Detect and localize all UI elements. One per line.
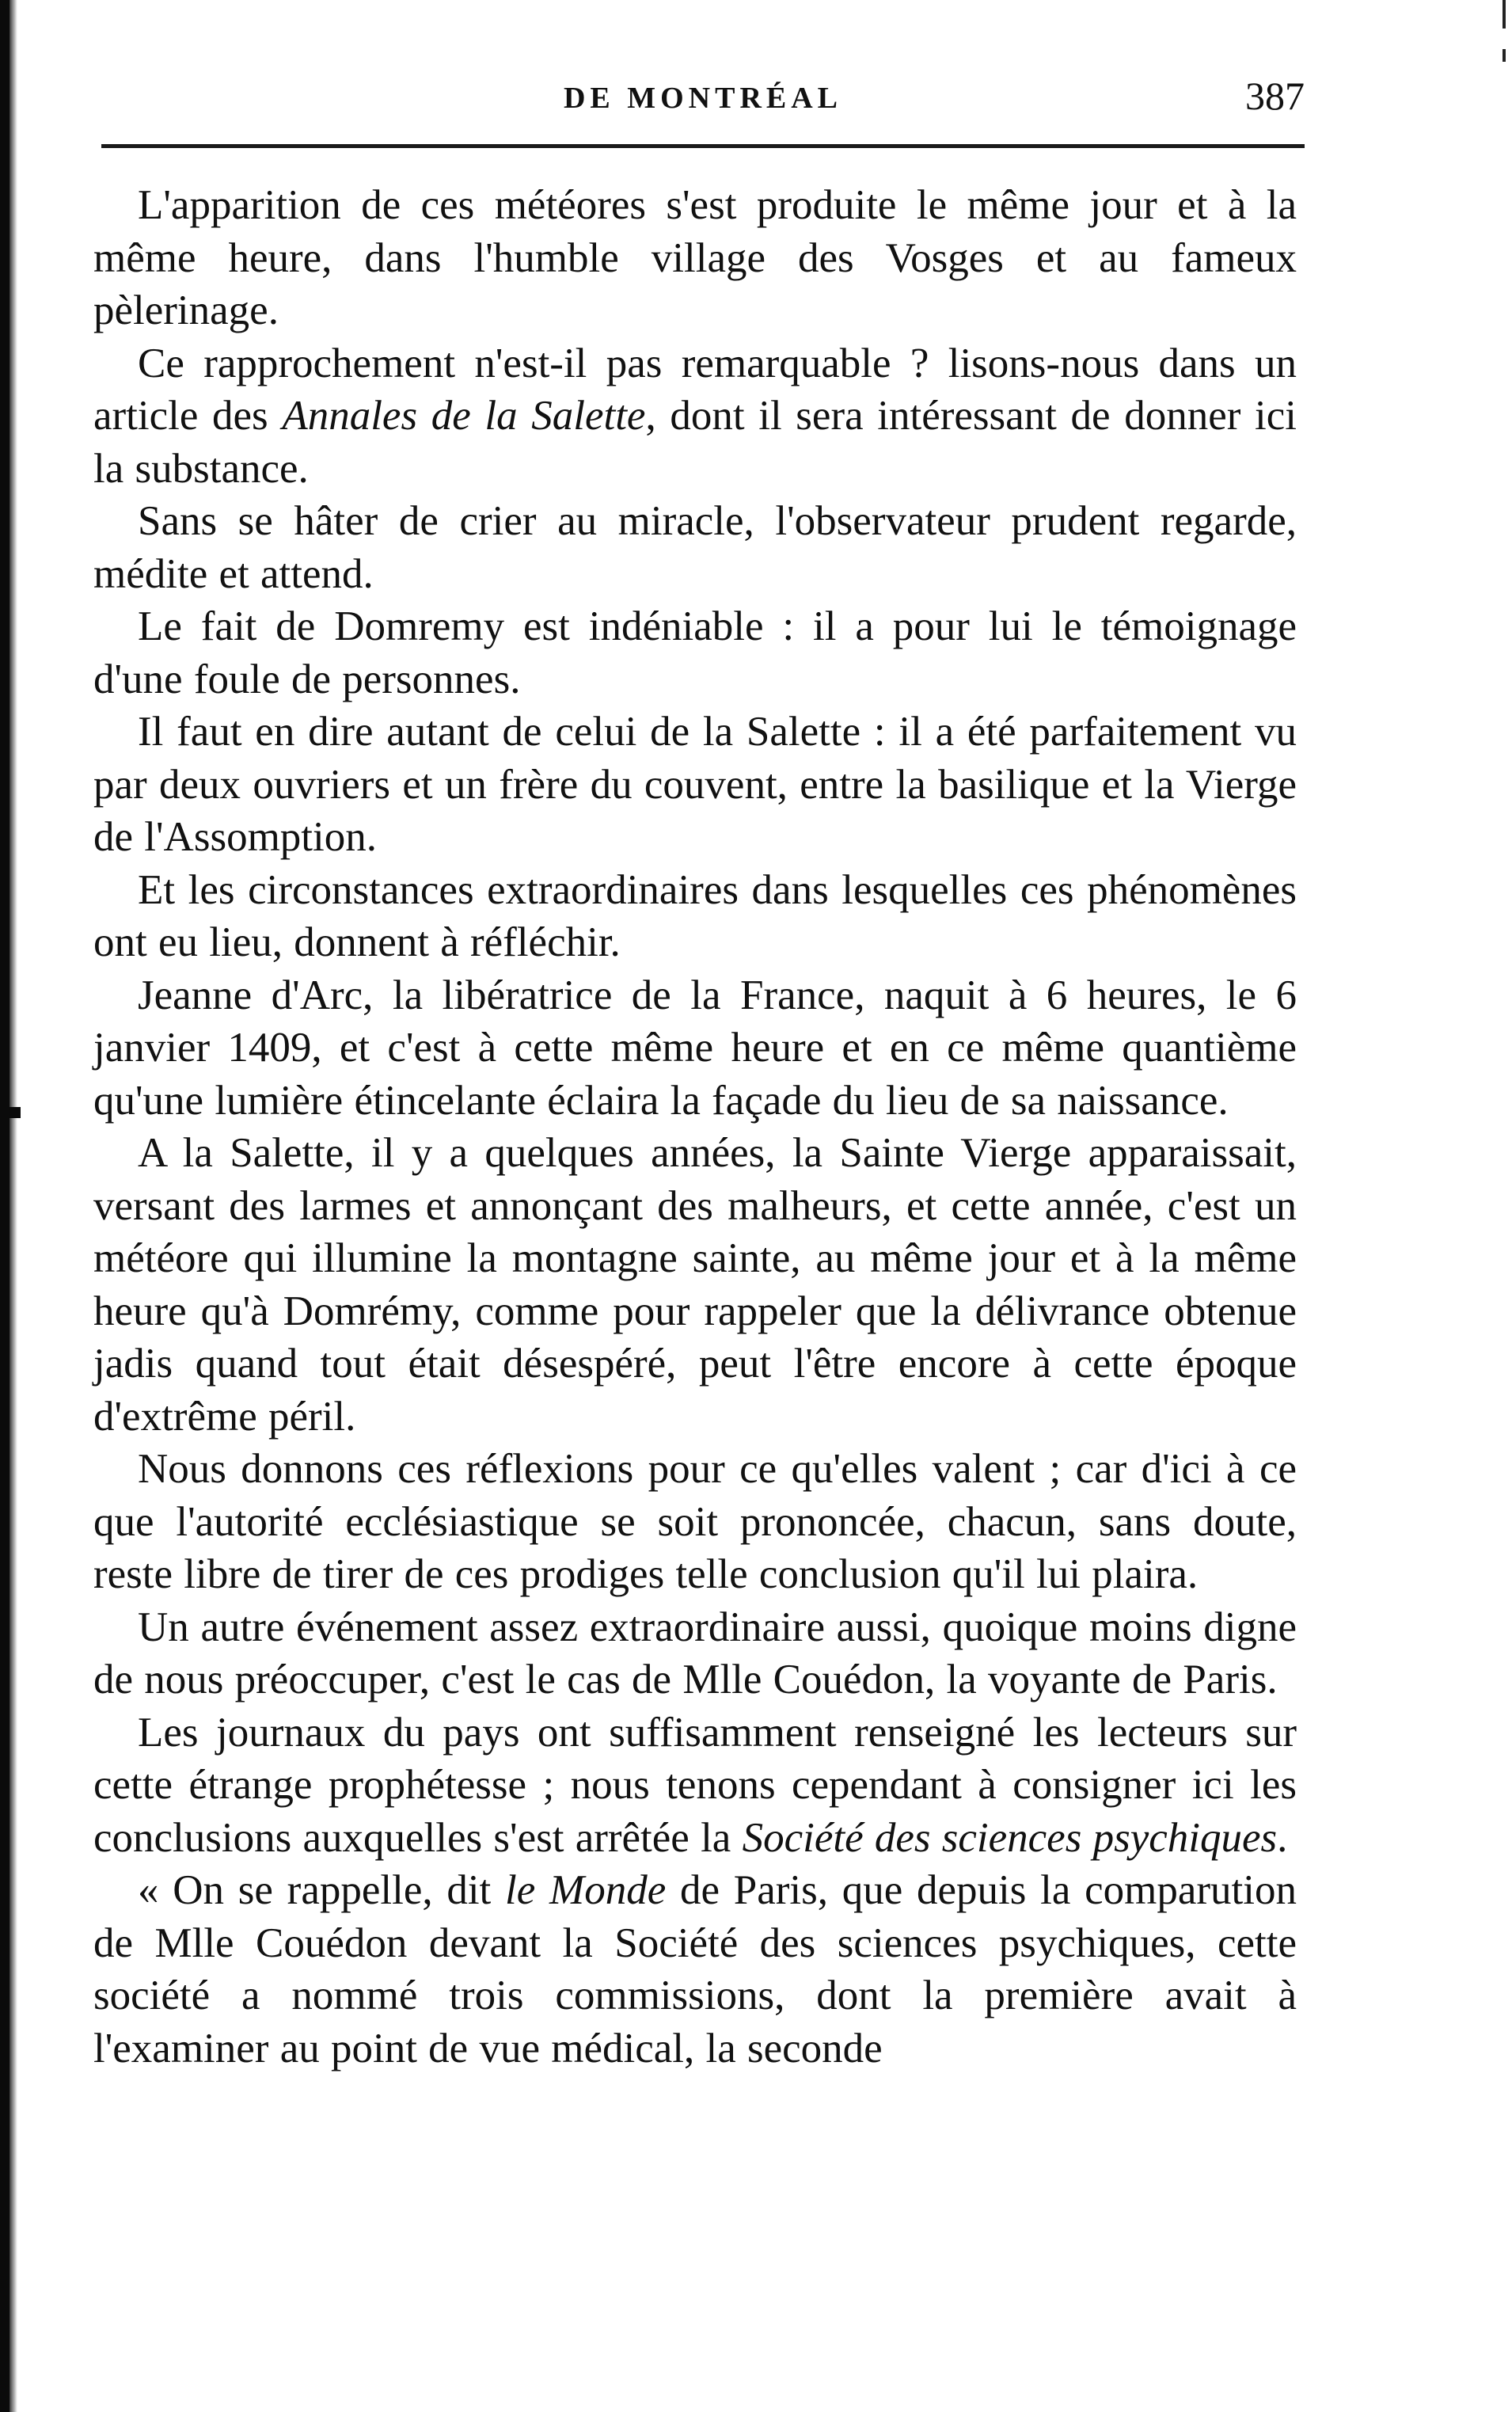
body-text <box>93 179 1297 2075</box>
page-number: 387 <box>1245 74 1305 118</box>
italic-title: Annales de la Salette <box>282 393 646 439</box>
text-run: Les journaux du pays ont suffisamment renseigné les lecteurs sur cette étrange prophétesse ; nous tenons cependant à consigner ici les conclusions auxquelles s'est arrêtée la <box>93 1709 1297 1861</box>
paragraph <box>93 1443 1297 1601</box>
paragraph <box>93 495 1297 600</box>
paragraph <box>93 1127 1297 1443</box>
paragraph <box>93 706 1297 864</box>
text-run: Et les circonstances extraordinaires dans lesquelles ces phénomènes ont eu lieu, donnent à réfléchir. <box>93 866 1297 965</box>
paragraph <box>93 600 1297 706</box>
paragraph <box>93 1864 1297 2075</box>
paragraph <box>93 864 1297 969</box>
text-run: Nous donnons ces réflexions pour ce qu'elles valent ; car d'ici à ce que l'autorité ecclésiastique se soit prononcée, chacun, sans doute, reste libre de tirer de ces prodiges telle conclusion qu'il lui plaira. <box>93 1446 1297 1597</box>
text-run: Jeanne d'Arc, la libératrice de la France, naquit à 6 heures, le 6 janvier 1409, et c'est à cette même heure et en ce même quantième qu'une lumière étincelante éclaira la façade du lieu de sa naissance. <box>93 972 1297 1124</box>
text-run: . <box>1277 1814 1288 1861</box>
scan-edge-shadow <box>9 0 17 2412</box>
paragraph <box>93 1706 1297 1865</box>
text-run: Il faut en dire autant de celui de la Salette : il a été parfaitement vu par deux ouvriers et un frère du couvent, entre la basilique et la Vierge de l'Assomption. <box>93 709 1297 860</box>
text-run: de Paris, que depuis la comparution de Mlle Couédon devant la Société des sciences psychiques, cette société a nommé trois commissions, dont la première avait à l'examiner au point de vue médical, la seconde <box>93 1867 1297 2072</box>
scan-edge-mark-right <box>1503 49 1506 62</box>
italic-title: le Monde <box>505 1867 667 1913</box>
scan-edge-left <box>0 0 9 2412</box>
paragraph <box>93 179 1297 337</box>
paragraph <box>93 969 1297 1128</box>
paragraph <box>93 337 1297 496</box>
text-run: , dont il sera intéressant de donner ici la substance. <box>93 393 1297 492</box>
text-run: Le fait de Domremy est indéniable : il a pour lui le témoignage d'une foule de personnes. <box>93 603 1297 702</box>
page-header <box>101 73 1305 136</box>
text-run: Sans se hâter de crier au miracle, l'observateur prudent regarde, médite et attend. <box>93 498 1297 597</box>
header-rule <box>101 144 1305 148</box>
text-run: Un autre événement assez extraordinaire aussi, quoique moins digne de nous préoccuper, c'est le cas de Mlle Couédon, la voyante de Paris. <box>93 1604 1297 1702</box>
italic-title: Société des sciences psychiques <box>742 1814 1278 1861</box>
text-run: A la Salette, il y a quelques années, la Sainte Vierge apparaissait, versant des larmes et annonçant des malheurs, et cette année, c'est un météore qui illumine la montagne sainte, au même jour et à la même heure qu'à Domrémy, comme pour rappeler que la délivrance obtenue jadis quand tout était désespéré, peut l'être encore à cette époque d'extrême péril. <box>93 1130 1297 1440</box>
scan-edge-mark-right <box>1503 0 1506 29</box>
text-run: L'apparition de ces météores s'est produite le même jour et à la même heure, dans l'humble village des Vosges et au fameux pèlerinage. <box>93 182 1297 333</box>
scan-edge-notch <box>0 1107 21 1118</box>
running-head: DE MONTRÉAL <box>563 82 843 115</box>
text-run: « On se rappelle, dit <box>138 1867 506 1913</box>
text-run: Ce rapprochement n'est-il pas remarquable ? lisons-nous dans un article des <box>93 340 1297 439</box>
paragraph <box>93 1601 1297 1706</box>
